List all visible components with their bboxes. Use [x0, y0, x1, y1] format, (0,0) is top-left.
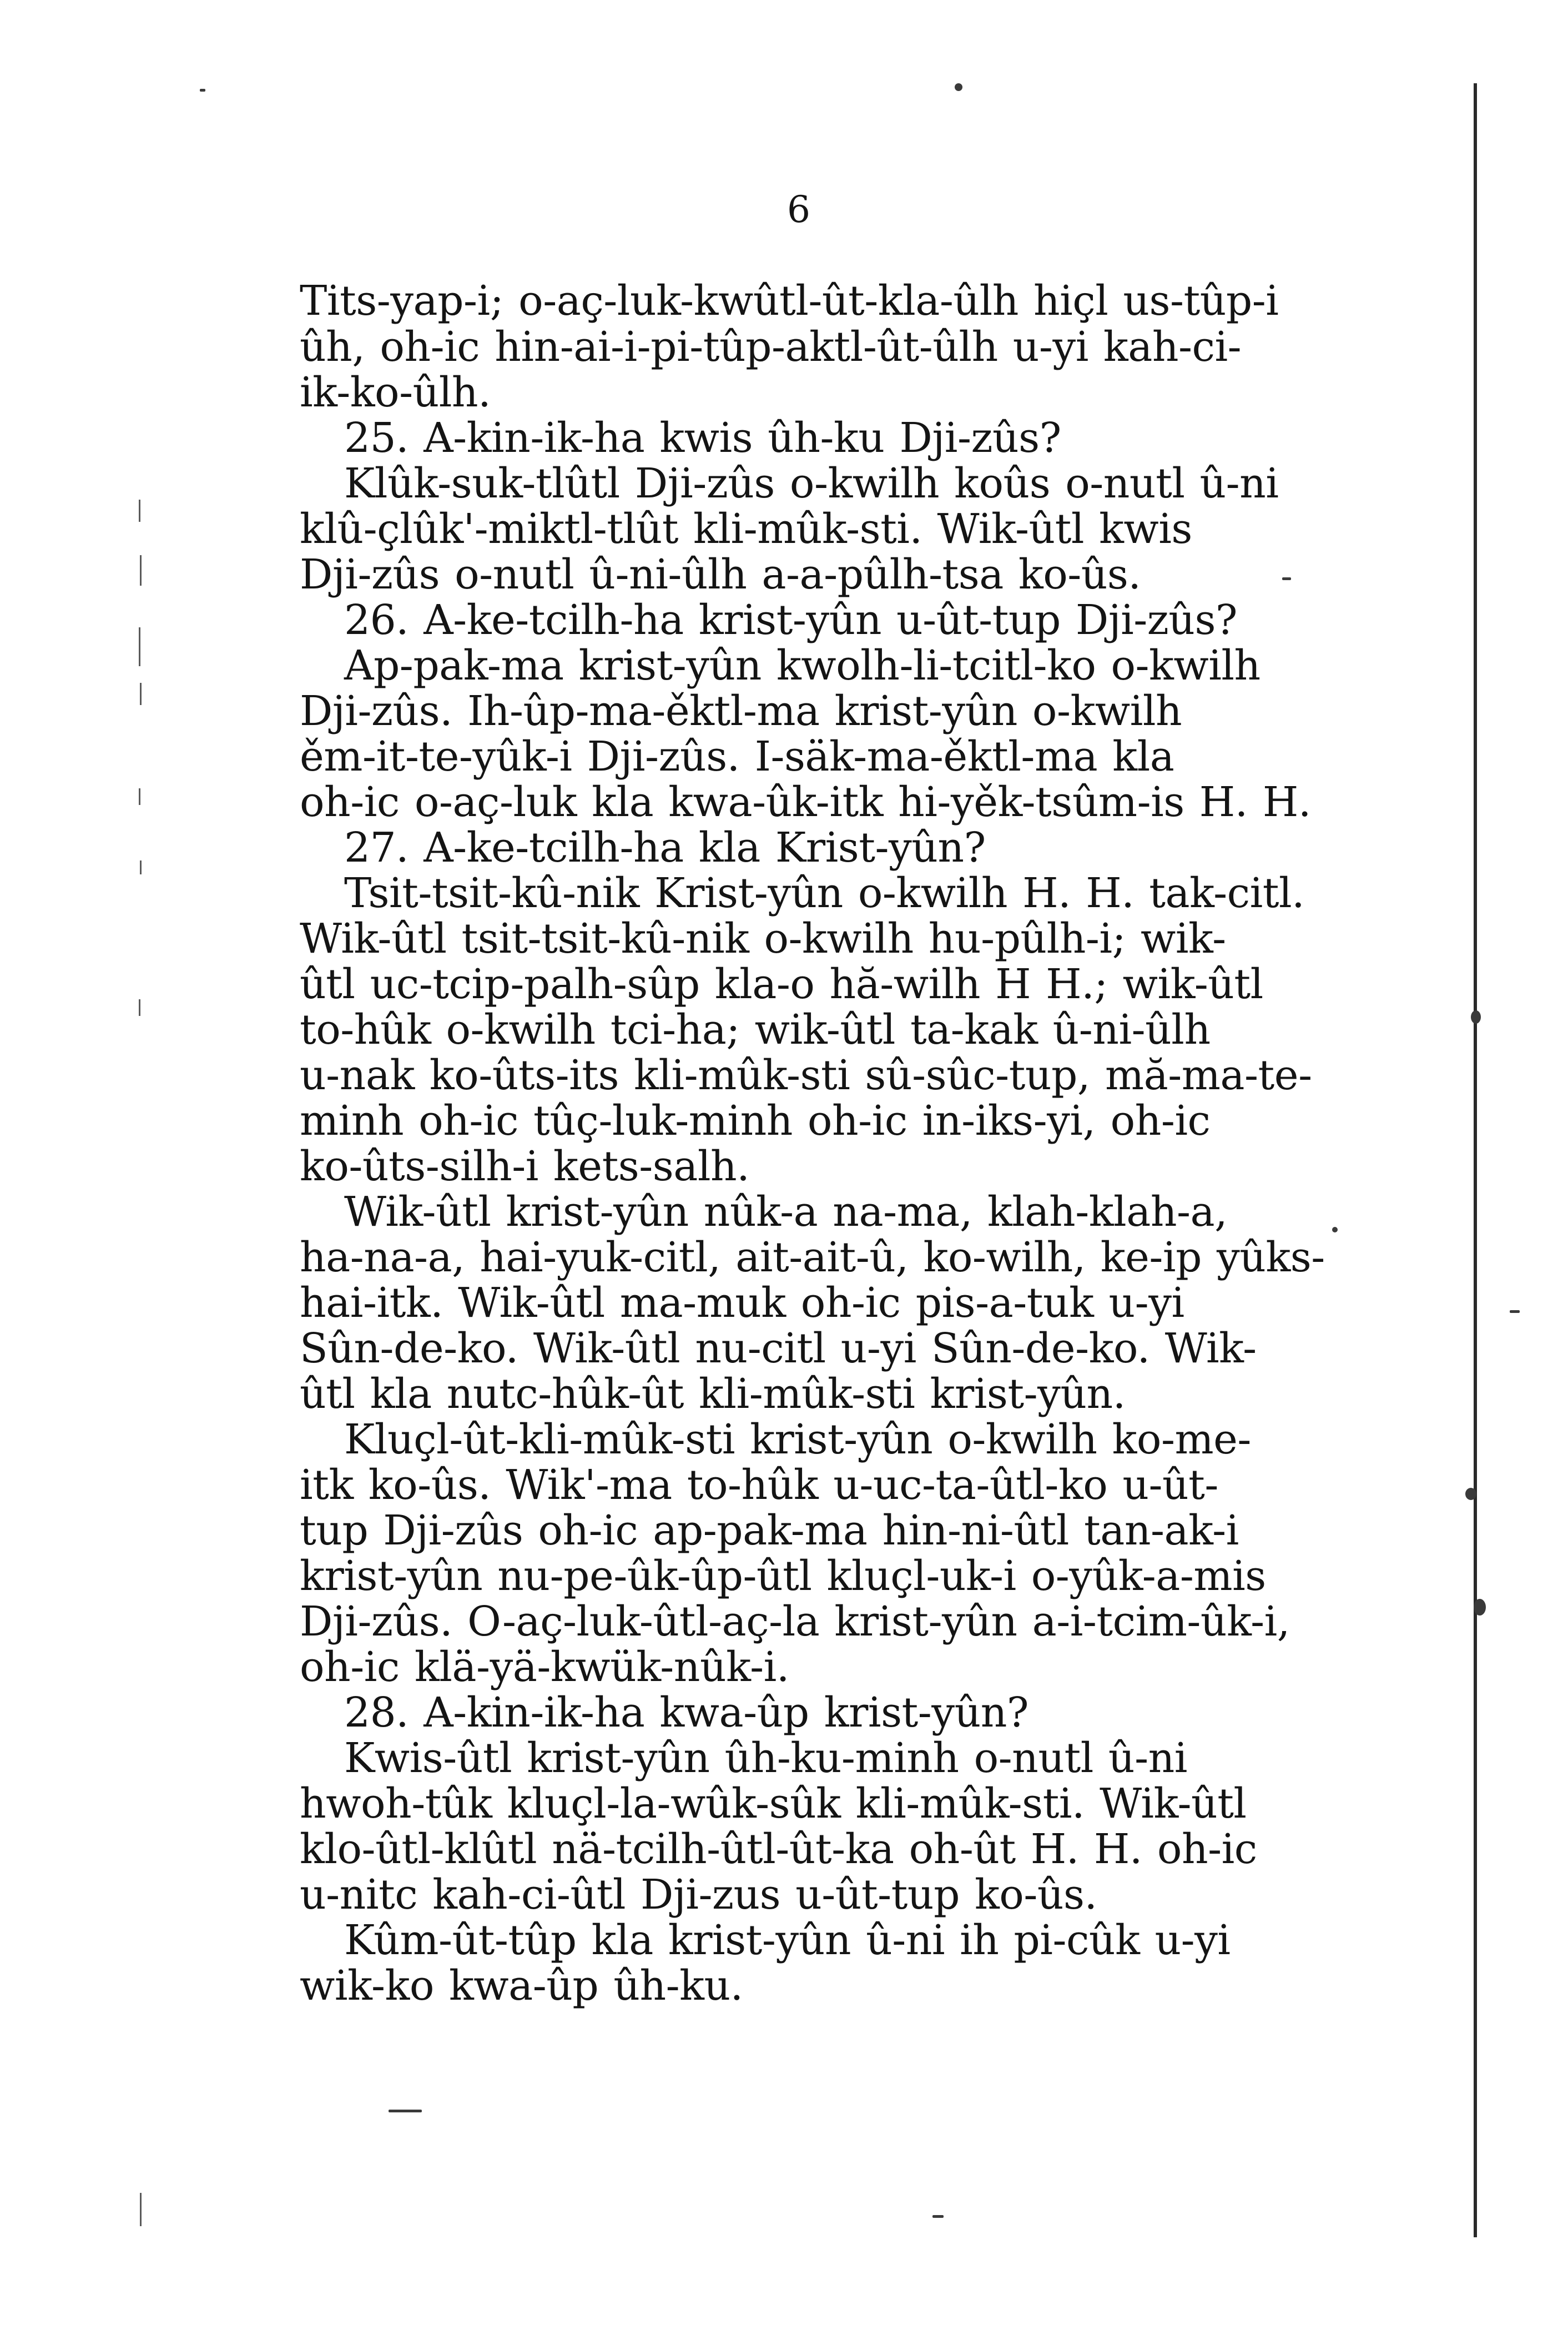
page-edge-rule — [1474, 83, 1477, 2237]
scan-speck — [1465, 1488, 1476, 1500]
margin-mark — [140, 555, 142, 586]
scan-speck — [389, 2110, 422, 2112]
text-line: klû-çlûk'-miktl-tlût kli-mûk-sti. Wik-ûtl kwis — [300, 505, 1192, 553]
text-line: Kluçl-ût-kli-mûk-sti krist-yûn o-kwilh ko-me- — [344, 1416, 1251, 1463]
scan-speck — [932, 2215, 944, 2218]
text-line: Klûk-suk-tlûtl Dji-zûs o-kwilh koûs o-nutl û-ni — [344, 460, 1279, 507]
text-line: hwoh-tûk kluçl-la-wûk-sûk kli-mûk-sti. Wik-ûtl — [300, 1780, 1247, 1828]
text-line: Dji-zûs. Ih-ûp-ma-ěktl-ma krist-yûn o-kwilh — [300, 687, 1182, 735]
text-line: tup Dji-zûs oh-ic ap-pak-ma hin-ni-ûtl tan-ak-i — [300, 1507, 1239, 1554]
text-line: ûtl kla nutc-hûk-ût kli-mûk-sti krist-yûn. — [300, 1370, 1126, 1418]
text-line: Kwis-ûtl krist-yûn ûh-ku-minh o-nutl û-ni — [344, 1734, 1187, 1782]
margin-mark — [140, 683, 142, 705]
text-line: to-hûk o-kwilh tci-ha; wik-ûtl ta-kak û-ni-ûlh — [300, 1006, 1211, 1054]
margin-mark — [139, 627, 140, 666]
scan-speck — [1510, 1310, 1520, 1313]
text-line: minh oh-ic tûç-luk-minh oh-ic in-iks-yi, oh-ic — [300, 1097, 1211, 1145]
text-line: u-nak ko-ûts-its kli-mûk-sti sû-sûc-tup, mă-ma-te- — [300, 1051, 1312, 1099]
text-line: ûtl uc-tcip-palh-sûp kla-o hă-wilh H H.; wik-ûtl — [300, 960, 1263, 1008]
text-line: Dji-zûs. O-aç-luk-ûtl-aç-la krist-yûn a-i-tcim-ûk-i, — [300, 1598, 1290, 1645]
scan-speck — [1474, 1599, 1486, 1616]
scan-speck — [200, 89, 205, 92]
margin-mark — [140, 2193, 142, 2226]
text-line: ha-na-a, hai-yuk-citl, ait-ait-û, ko-wilh, ke-ip yûks- — [300, 1234, 1325, 1281]
scan-speck — [955, 83, 962, 91]
text-line: 27. A-ke-tcilh-ha kla Krist-yûn? — [344, 824, 986, 872]
text-line: Dji-zûs o-nutl û-ni-ûlh a-a-pûlh-tsa ko-ûs. — [300, 551, 1141, 598]
text-line: krist-yûn nu-pe-ûk-ûp-ûtl kluçl-uk-i o-yûk-a-mis — [300, 1552, 1266, 1600]
text-line: 26. A-ke-tcilh-ha krist-yûn u-ût-tup Dji-zûs? — [344, 596, 1238, 644]
text-line: ik-ko-ûlh. — [300, 369, 491, 416]
text-line: ěm-it-te-yûk-i Dji-zûs. I-säk-ma-ěktl-ma kla — [300, 733, 1174, 781]
text-line: Wik-ûtl tsit-tsit-kû-nik o-kwilh hu-pûlh-i; wik- — [300, 915, 1226, 963]
margin-mark — [139, 999, 140, 1016]
scan-speck — [1332, 1227, 1338, 1232]
text-line: wik-ko kwa-ûp ûh-ku. — [300, 1962, 743, 2010]
text-line: klo-ûtl-klûtl nä-tcilh-ûtl-ût-ka oh-ût H. H. oh-ic — [300, 1825, 1257, 1873]
margin-mark — [139, 500, 140, 522]
margin-mark — [139, 788, 140, 805]
text-line: Kûm-ût-tûp kla krist-yûn û-ni ih pi-cûk u-yi — [344, 1916, 1231, 1964]
text-line: Tsit-tsit-kû-nik Krist-yûn o-kwilh H. H. tak-citl. — [344, 869, 1305, 917]
text-line: 28. A-kin-ik-ha kwa-ûp krist-yûn? — [344, 1689, 1029, 1737]
text-line: oh-ic o-aç-luk kla kwa-ûk-itk hi-yěk-tsûm-is H. H. — [300, 778, 1311, 826]
text-line: Ap-pak-ma krist-yûn kwolh-li-tcitl-ko o-kwilh — [344, 642, 1261, 690]
text-line: 25. A-kin-ik-ha kwis ûh-ku Dji-zûs? — [344, 414, 1061, 462]
text-line: oh-ic klä-yä-kwük-nûk-i. — [300, 1643, 789, 1691]
margin-mark — [140, 860, 142, 874]
text-line: u-nitc kah-ci-ûtl Dji-zus u-ût-tup ko-ûs. — [300, 1871, 1097, 1919]
text-line: ûh, oh-ic hin-ai-i-pi-tûp-aktl-ût-ûlh u-yi kah-ci- — [300, 323, 1242, 371]
scan-speck — [1282, 577, 1291, 580]
text-line: itk ko-ûs. Wik'-ma to-hûk u-uc-ta-ûtl-ko u-ût- — [300, 1461, 1218, 1509]
text-line: Wik-ûtl krist-yûn nûk-a na-ma, klah-klah-a, — [344, 1188, 1228, 1236]
text-line: Sûn-de-ko. Wik-ûtl nu-citl u-yi Sûn-de-ko. Wik- — [300, 1325, 1257, 1372]
text-line: Tits-yap-i; o-aç-luk-kwûtl-ût-kla-ûlh hiçl us-tûp-i — [300, 277, 1279, 325]
text-line: hai-itk. Wik-ûtl ma-muk oh-ic pis-a-tuk u-yi — [300, 1279, 1184, 1327]
scan-speck — [1471, 1010, 1481, 1024]
text-line: ko-ûts-silh-i kets-salh. — [300, 1143, 750, 1190]
page-number: 6 — [787, 188, 810, 231]
